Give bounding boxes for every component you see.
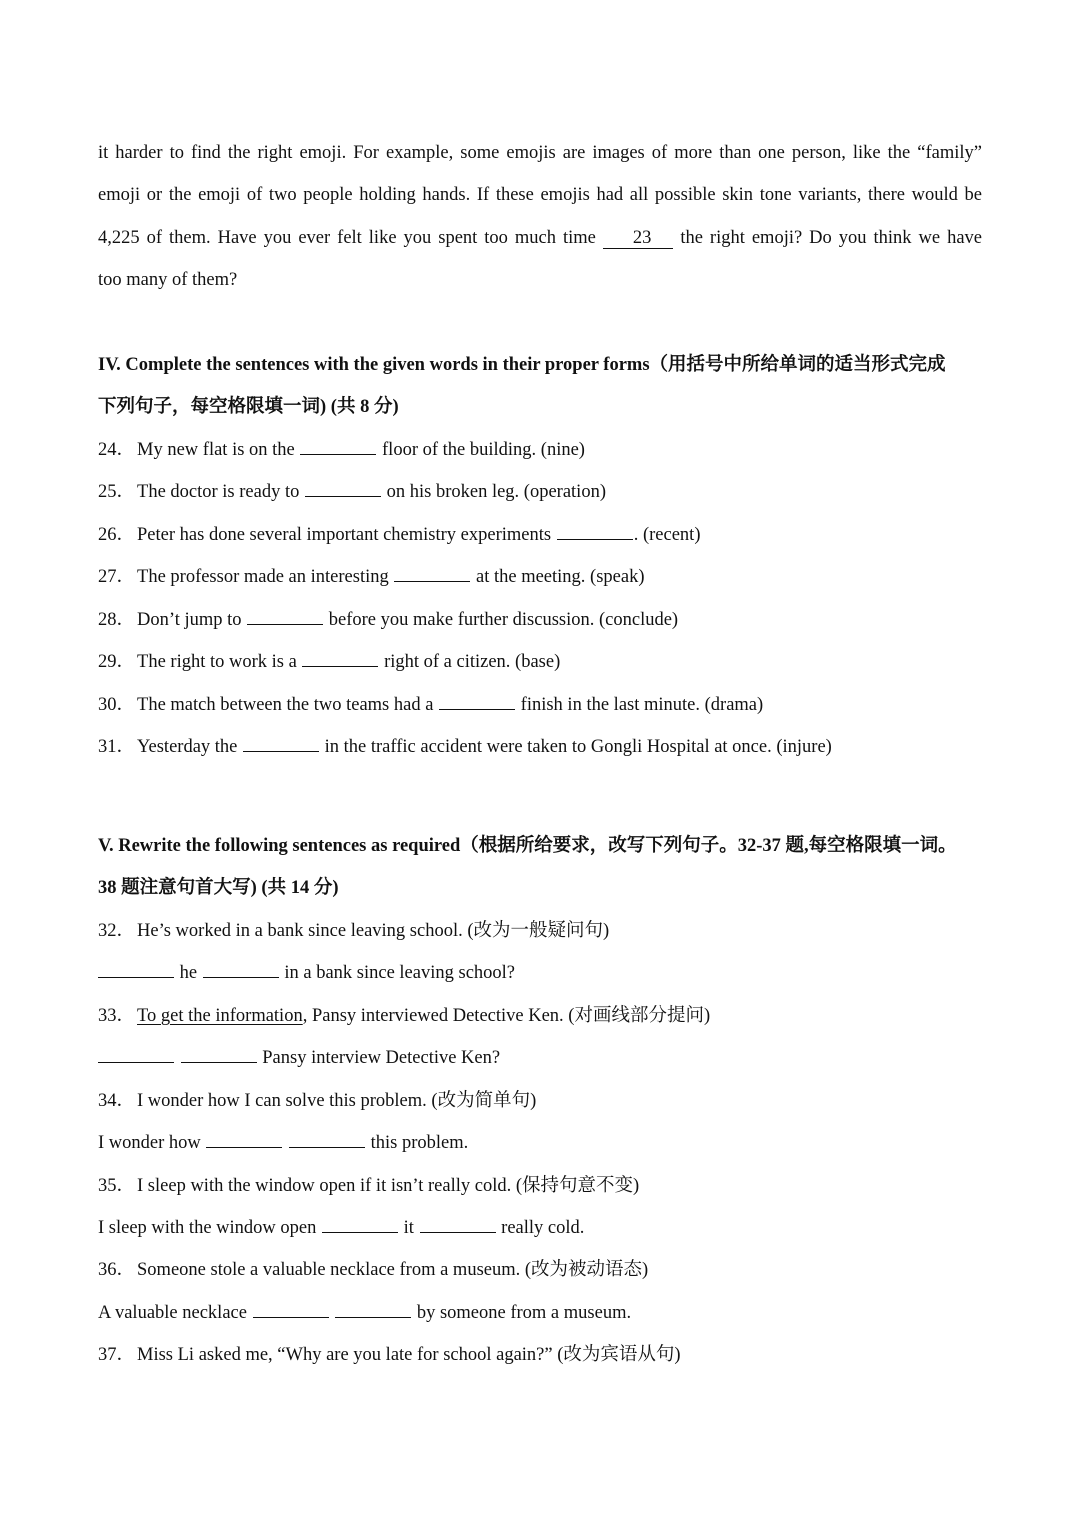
answer-blank[interactable] xyxy=(439,693,515,710)
question-text: The doctor is ready to xyxy=(137,482,300,502)
question-number: 34． xyxy=(98,1091,136,1111)
answer-text: I wonder how xyxy=(98,1133,201,1153)
answer-text: A valuable necklace xyxy=(98,1303,247,1323)
question-text: at the meeting. (speak) xyxy=(476,567,645,587)
answer-text: this problem. xyxy=(370,1133,469,1153)
question-26 xyxy=(98,523,700,547)
question-number: 35． xyxy=(98,1176,136,1196)
question-text: right of a citizen. (base) xyxy=(384,652,561,672)
question-number: 27． xyxy=(98,567,136,587)
question-text: finish in the last minute. (drama) xyxy=(520,695,764,715)
answer-blank[interactable] xyxy=(247,608,323,625)
question-text: I sleep with the window open if it isn’t really cold. (保持句意不变) xyxy=(137,1176,640,1196)
question-number: 26． xyxy=(98,525,136,545)
question-number: 29． xyxy=(98,652,136,672)
passage-line: it harder to find the right emoji. For example, some emojis are images of more than one person, like the “family” xyxy=(98,143,982,163)
question-number: 28． xyxy=(98,610,136,630)
answer-text: it xyxy=(403,1218,414,1238)
section-heading: 下列句子，每空格限填一词) (共 8 分) xyxy=(98,397,399,417)
question-37 xyxy=(98,1343,681,1367)
answer-text: by someone from a museum. xyxy=(416,1303,632,1323)
answer-blank[interactable] xyxy=(322,1216,398,1233)
question-text: The professor made an interesting xyxy=(137,567,389,587)
question-number: 32． xyxy=(98,921,136,941)
question-33 xyxy=(98,1004,710,1028)
underlined-phrase: To get the information xyxy=(137,1006,303,1026)
question-28 xyxy=(98,608,678,632)
question-number: 24． xyxy=(98,440,136,460)
question-31 xyxy=(98,735,832,759)
question-35 xyxy=(98,1174,639,1198)
answer-text: he xyxy=(179,963,198,983)
section-heading: V. Rewrite the following sentences as required（根据所给要求，改写下列句子。32-37 题,每空格限填一词。 xyxy=(98,836,957,856)
question-text: floor of the building. (nine) xyxy=(382,440,585,460)
question-text: The right to work is a xyxy=(137,652,297,672)
question-number: 36． xyxy=(98,1260,136,1280)
passage-text: 4,225 of them. Have you ever felt like you spent too much time xyxy=(98,228,596,248)
section-heading: 38 题注意句首大写) (共 14 分) xyxy=(98,878,339,898)
answer-line-36 xyxy=(98,1301,631,1325)
question-number: 25． xyxy=(98,482,136,502)
question-25 xyxy=(98,480,606,504)
question-text: , Pansy interviewed Detective Ken. (对画线部分提问) xyxy=(302,1006,711,1026)
answer-blank[interactable] xyxy=(289,1131,365,1148)
section-heading: IV. Complete the sentences with the given words in their proper forms（用括号中所给单词的适当形式完成 xyxy=(98,355,946,375)
question-32 xyxy=(98,919,609,943)
question-30 xyxy=(98,693,763,717)
answer-text: in a bank since leaving school? xyxy=(284,963,516,983)
question-number: 33． xyxy=(98,1006,136,1026)
answer-blank[interactable] xyxy=(394,565,470,582)
question-number: 30． xyxy=(98,695,136,715)
answer-line-32 xyxy=(98,961,515,985)
question-text: Peter has done several important chemistry experiments xyxy=(137,525,552,545)
question-36 xyxy=(98,1258,648,1282)
question-27 xyxy=(98,565,645,589)
answer-text: I sleep with the window open xyxy=(98,1218,317,1238)
answer-text: Pansy interview Detective Ken? xyxy=(262,1048,501,1068)
question-number: 31． xyxy=(98,737,136,757)
question-text: before you make further discussion. (conclude) xyxy=(328,610,679,630)
answer-blank[interactable] xyxy=(206,1131,282,1148)
question-text: I wonder how I can solve this problem. (改为简单句) xyxy=(137,1091,537,1111)
question-text: Don’t jump to xyxy=(137,610,242,630)
answer-blank[interactable] xyxy=(181,1046,257,1063)
answer-blank[interactable] xyxy=(305,480,381,497)
answer-blank[interactable] xyxy=(253,1301,329,1318)
passage-line: emoji or the emoji of two people holding hands. If these emojis had all possible skin tone variants, there would be xyxy=(98,185,982,205)
question-24 xyxy=(98,438,585,462)
answer-line-35 xyxy=(98,1216,584,1240)
answer-blank[interactable] xyxy=(335,1301,411,1318)
answer-blank[interactable] xyxy=(203,961,279,978)
answer-blank[interactable] xyxy=(420,1216,496,1233)
question-34 xyxy=(98,1089,536,1113)
question-text: He’s worked in a bank since leaving school. (改为一般疑问句) xyxy=(137,921,610,941)
answer-blank[interactable] xyxy=(98,961,174,978)
answer-blank[interactable] xyxy=(98,1046,174,1063)
answer-line-33 xyxy=(98,1046,500,1070)
question-text: on his broken leg. (operation) xyxy=(386,482,606,502)
answer-text: really cold. xyxy=(501,1218,585,1238)
question-text: . (recent) xyxy=(633,525,701,545)
question-29 xyxy=(98,650,560,674)
passage-text: the right emoji? Do you think we have xyxy=(680,228,982,248)
answer-line-34 xyxy=(98,1131,468,1155)
answer-blank[interactable] xyxy=(302,650,378,667)
question-text: Miss Li asked me, “Why are you late for school again?” (改为宾语从句) xyxy=(137,1345,681,1365)
answer-blank[interactable] xyxy=(243,735,319,752)
question-text: Yesterday the xyxy=(137,737,238,757)
passage-line xyxy=(98,226,982,250)
answer-blank[interactable] xyxy=(300,438,376,455)
question-text: My new flat is on the xyxy=(137,440,295,460)
question-number: 37． xyxy=(98,1345,136,1365)
question-text: Someone stole a valuable necklace from a museum. (改为被动语态) xyxy=(137,1260,649,1280)
question-text: in the traffic accident were taken to Gongli Hospital at once. (injure) xyxy=(324,737,832,757)
passage-line: too many of them? xyxy=(98,270,238,290)
answer-blank[interactable] xyxy=(557,523,633,540)
question-text: The match between the two teams had a xyxy=(137,695,434,715)
answer-blank-23[interactable]: 23 xyxy=(603,228,674,249)
